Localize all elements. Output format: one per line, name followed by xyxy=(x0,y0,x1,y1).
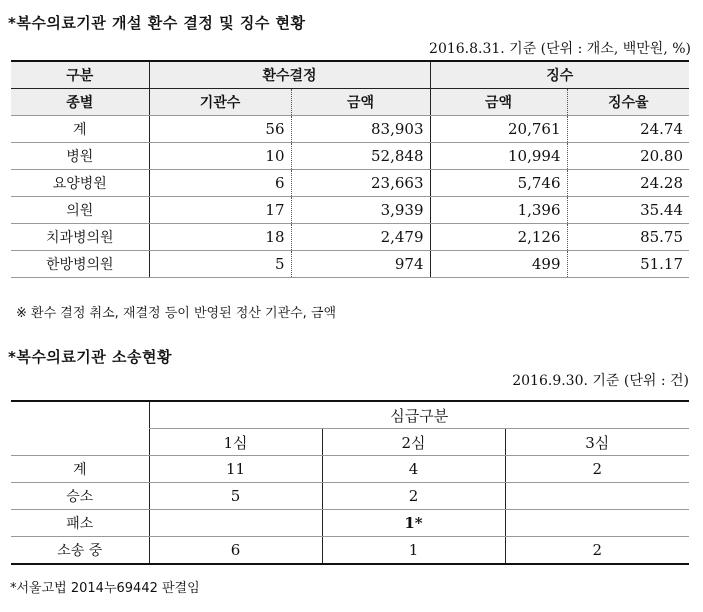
section2-meta: 2016.9.30. 기준 (단위 : 건) xyxy=(512,373,689,389)
row-label: 패소 xyxy=(11,510,149,537)
cell-institutions: 5 xyxy=(149,251,291,278)
row-label: 한방병의원 xyxy=(11,251,149,278)
cell-second: 1 xyxy=(322,537,505,565)
cell-amount: 974 xyxy=(291,251,430,278)
cell-institutions: 6 xyxy=(149,170,291,197)
cell-second: 1* xyxy=(322,510,505,537)
section1-meta: 2016.8.31. 기준 (단위 : 개소, 백만원, %) xyxy=(429,41,691,57)
cell-rate: 85.75 xyxy=(567,224,689,251)
cell-second: 4 xyxy=(322,456,505,483)
header-amount-decision: 금액 xyxy=(291,89,430,116)
cell-collected: 499 xyxy=(430,251,567,278)
cell-collected: 5,746 xyxy=(430,170,567,197)
header-first-instance: 1심 xyxy=(149,429,322,456)
row-label: 소송 중 xyxy=(11,537,149,565)
cell-first: 5 xyxy=(149,483,322,510)
header-third-instance: 3심 xyxy=(505,429,689,456)
cell-amount: 23,663 xyxy=(291,170,430,197)
header-col-group: 구분 xyxy=(11,61,149,89)
cell-third xyxy=(505,483,689,510)
row-label: 치과병의원 xyxy=(11,224,149,251)
row-label: 요양병원 xyxy=(11,170,149,197)
cell-institutions: 17 xyxy=(149,197,291,224)
header-amount-collection: 금액 xyxy=(430,89,567,116)
cell-first xyxy=(149,510,322,537)
header-rate: 징수율 xyxy=(567,89,689,116)
row-label: 승소 xyxy=(11,483,149,510)
cell-collected: 20,761 xyxy=(430,116,567,143)
cell-collected: 2,126 xyxy=(430,224,567,251)
collection-table xyxy=(11,60,689,278)
cell-collected: 1,396 xyxy=(430,197,567,224)
header-institutions: 기관수 xyxy=(149,89,291,116)
cell-institutions: 56 xyxy=(149,116,291,143)
header-instance-group: 심급구분 xyxy=(149,401,689,429)
lawsuit-table xyxy=(11,400,689,565)
header-collection-group: 징수 xyxy=(430,61,689,89)
cell-institutions: 18 xyxy=(149,224,291,251)
cell-first: 6 xyxy=(149,537,322,565)
cell-rate: 35.44 xyxy=(567,197,689,224)
header-second-instance: 2심 xyxy=(322,429,505,456)
cell-rate: 51.17 xyxy=(567,251,689,278)
cell-amount: 3,939 xyxy=(291,197,430,224)
cell-rate: 24.74 xyxy=(567,116,689,143)
cell-third xyxy=(505,510,689,537)
section2-footnote: *서울고법 2014누69442 판결임 xyxy=(10,581,200,596)
cell-third: 2 xyxy=(505,456,689,483)
cell-third: 2 xyxy=(505,537,689,565)
cell-institutions: 10 xyxy=(149,143,291,170)
cell-rate: 24.28 xyxy=(567,170,689,197)
cell-amount: 83,903 xyxy=(291,116,430,143)
section1-title: *복수의료기관 개설 환수 결정 및 징수 현황 xyxy=(8,14,306,32)
row-label: 의원 xyxy=(11,197,149,224)
row-label: 병원 xyxy=(11,143,149,170)
section1-footnote: ※ 환수 결정 취소, 재결정 등이 반영된 정산 기관수, 금액 xyxy=(16,306,337,321)
cell-amount: 52,848 xyxy=(291,143,430,170)
cell-collected: 10,994 xyxy=(430,143,567,170)
cell-second: 2 xyxy=(322,483,505,510)
row-label: 계 xyxy=(11,456,149,483)
section2-title: *복수의료기관 소송현황 xyxy=(8,348,172,366)
cell-first: 11 xyxy=(149,456,322,483)
header-col-type: 종별 xyxy=(11,89,149,116)
cell-amount: 2,479 xyxy=(291,224,430,251)
cell-rate: 20.80 xyxy=(567,143,689,170)
header-blank xyxy=(11,401,149,456)
row-label: 계 xyxy=(11,116,149,143)
header-decision-group: 환수결정 xyxy=(149,61,430,89)
